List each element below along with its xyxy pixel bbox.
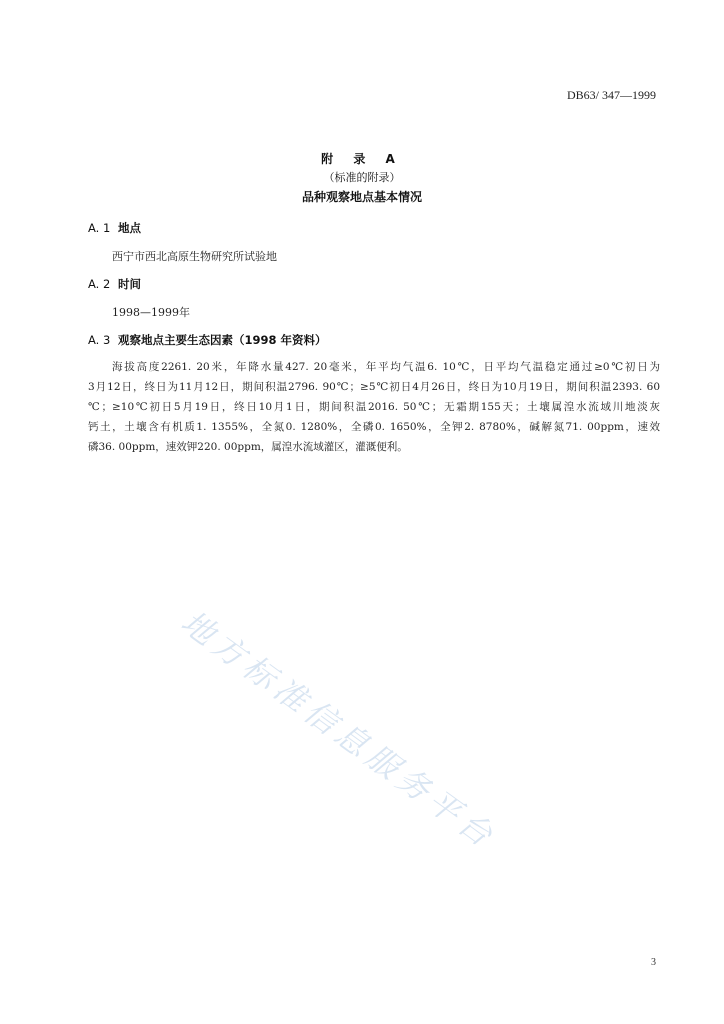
section-body-a2: 1998—1999年 <box>112 306 190 319</box>
paragraph-line: 磷36. 00ppm，速效钾220. 00ppm，属湟水流域灌区，灌溉便利。 <box>88 441 408 453</box>
page-number: 3 <box>651 957 656 968</box>
document-code: DB63/ 347—1999 <box>566 88 656 102</box>
paragraph-line: 钙土，土壤含有机质1. 1355%，全氮0. 1280%，全磷0. 1650%，全钾2. 8780%，碱解氮71. 00ppm，速效 <box>88 421 660 433</box>
section-title: 观察地点主要生态因素（1998 年资料） <box>118 333 327 347</box>
section-heading-a3 <box>88 332 327 348</box>
ecology-paragraph <box>88 357 660 457</box>
section-number: A. 2 <box>88 277 111 291</box>
appendix-header <box>0 150 724 207</box>
section-body-a1: 西宁市西北高原生物研究所试验地 <box>112 250 277 263</box>
section-title: 时间 <box>118 277 141 291</box>
paragraph-line: 3月12日，终日为11月12日，期间积温2796. 90℃；≥5℃初日4月26日，终日为10月19日，期间积温2393. 60 <box>88 381 660 393</box>
section-title: 地点 <box>118 221 141 235</box>
appendix-subtitle: （标准的附录） <box>323 171 401 184</box>
paragraph-line: 海拔高度2261. 20米，年降水量427. 20毫米，年平均气温6. 10℃，日平均气温稳定通过≥0℃初日为 <box>112 361 660 373</box>
section-number: A. 3 <box>88 333 111 347</box>
section-heading-a2 <box>88 276 141 292</box>
watermark: 地方标准信息服务平台 <box>174 602 504 857</box>
paragraph-line: ℃；≥10℃初日5月19日，终日10月1日，期间积温2016. 50℃；无霜期155天；土壤属湟水流域川地淡灰 <box>88 401 660 413</box>
appendix-title: 附 录 A <box>321 152 403 166</box>
section-number: A. 1 <box>88 221 111 235</box>
appendix-heading: 品种观察地点基本情况 <box>301 190 422 204</box>
section-heading-a1 <box>88 220 141 236</box>
